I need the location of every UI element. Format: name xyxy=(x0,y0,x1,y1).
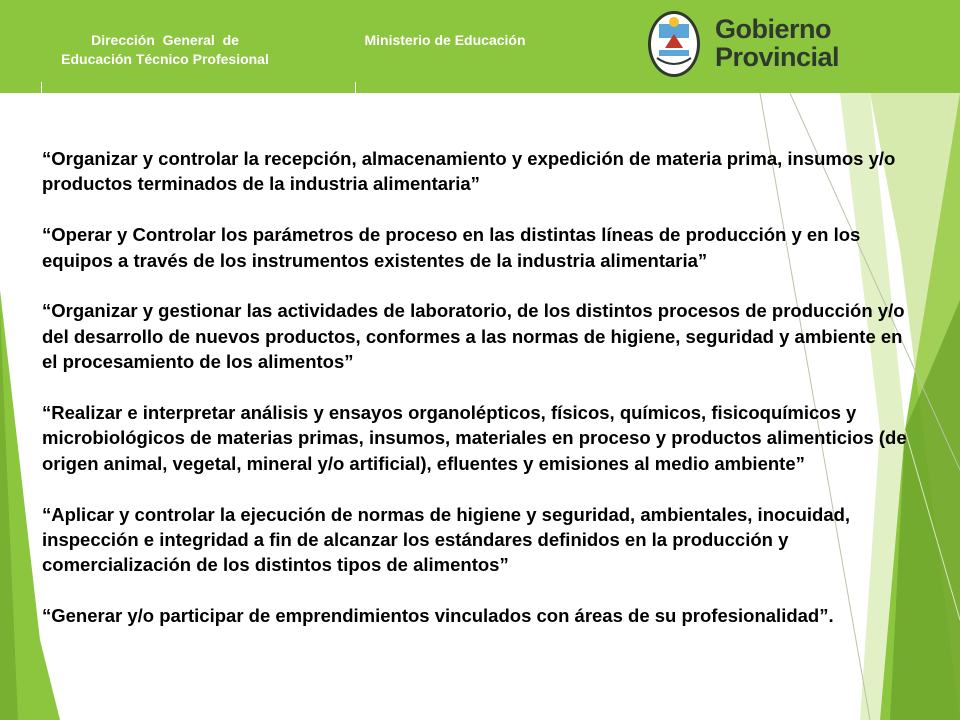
paragraph-6: “Generar y/o participar de emprendimientos vinculados con áreas de su profesionalidad”. xyxy=(42,605,834,627)
header-bar xyxy=(0,0,960,93)
competencies-text xyxy=(42,146,922,629)
header-tick-mid xyxy=(355,82,356,93)
header-ministry: Ministerio de Educación xyxy=(364,32,526,48)
header-directorate xyxy=(20,31,310,69)
logo-word-gobierno: Gobierno xyxy=(715,14,831,44)
paragraph-1: “Organizar y controlar la recepción, almacenamiento y expedición de materia prima, insumos y/o productos terminados de la industria alimentaria” xyxy=(42,148,896,195)
paragraph-4: “Realizar e interpretar análisis y ensayos organolépticos, físicos, químicos, fisicoquímicos y microbiológicos de materias primas, insumos, materiales en proceso y productos alimenticios (de origen animal, vegetal, mineral y/o artificial), efluentes y emisiones al medio ambiente” xyxy=(42,402,907,474)
paragraph-5: “Aplicar y controlar la ejecución de normas de higiene y seguridad, ambientales, inocuidad, inspección e integridad a fin de alcanzar los estándares definidos en la producción y comercialización de los distintos tipos de alimentos” xyxy=(42,503,851,576)
paragraph-2: “Operar y Controlar los parámetros de proceso en las distintas líneas de producción y en los equipos a través de los instrumentos existentes de la industria alimentaria” xyxy=(42,224,861,271)
header-directorate-line2: Educación Técnico Profesional xyxy=(61,51,269,67)
paragraph-3: “Organizar y gestionar las actividades de laboratorio, de los distintos procesos de producción y/o del desarrollo de nuevos productos, conformes a las normas de higiene, seguridad y ambiente en el procesamiento de los alimentos” xyxy=(42,300,905,373)
header-directorate-line1: Dirección General de xyxy=(91,32,239,48)
header-tick-left xyxy=(41,82,42,93)
logo-word-provincial: Provincial xyxy=(715,42,840,72)
corrientes-seal-icon xyxy=(648,11,700,77)
